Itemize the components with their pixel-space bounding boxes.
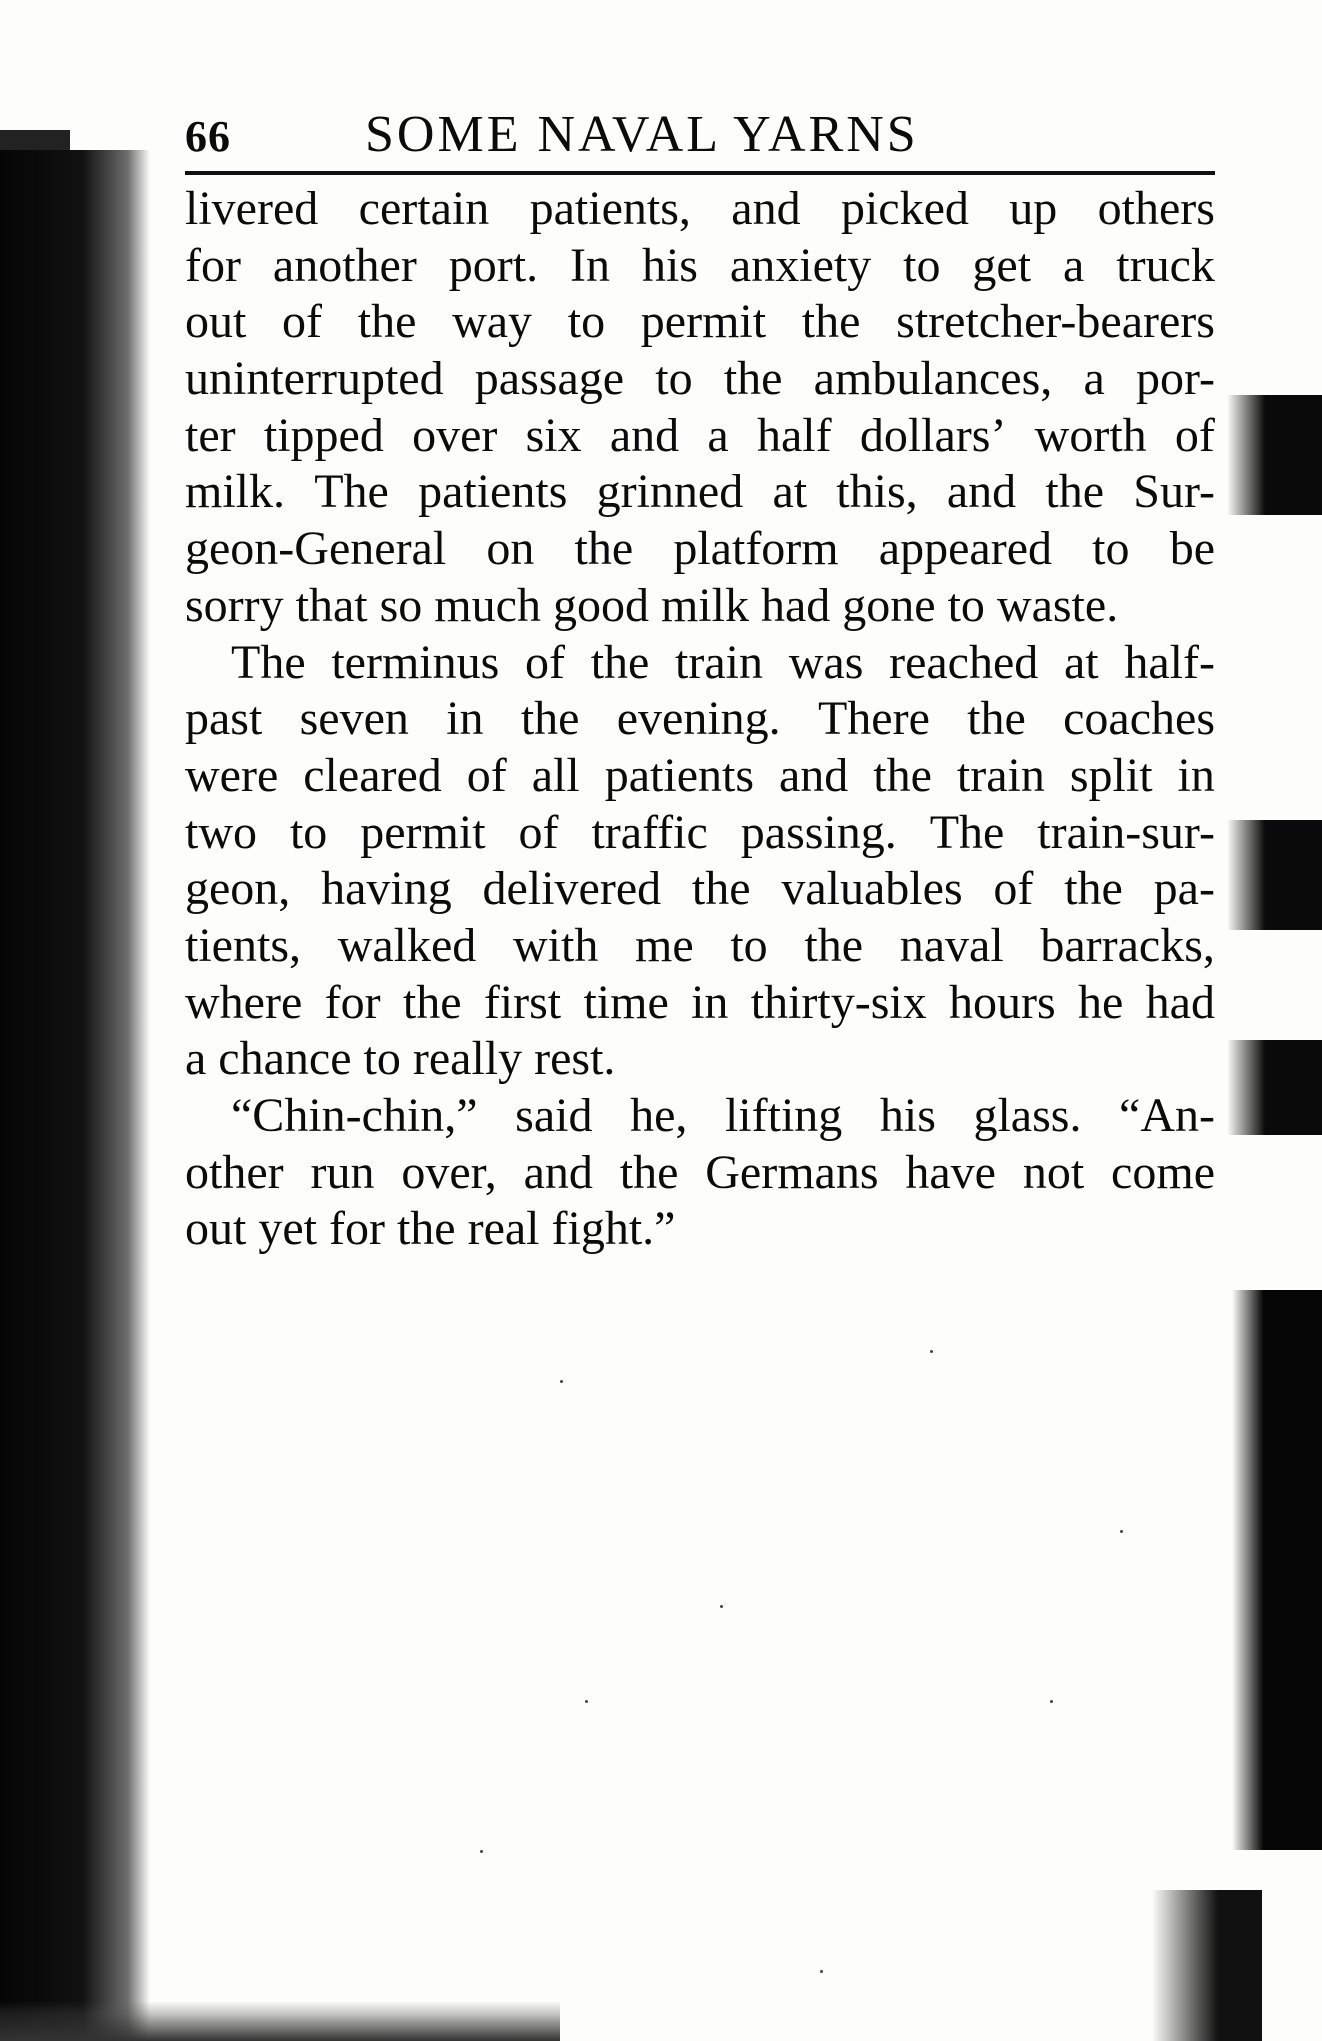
- scan-speck: [1120, 1530, 1123, 1533]
- text-line: for another port. In his anxiety to get a truck: [185, 238, 1215, 292]
- scan-speck: [480, 1850, 483, 1853]
- text-line: milk. The patients grinned at this, and the Sur-: [185, 465, 1215, 519]
- scan-speck: [720, 1605, 723, 1608]
- page-text-block: [185, 105, 1215, 1258]
- text-line: geon-General on the platform appeared to be: [185, 522, 1215, 576]
- scan-speck: [560, 1380, 563, 1383]
- text-line: “Chin-chin,” said he, lifting his glass. “An-: [231, 1089, 1215, 1142]
- page-number: 66: [185, 112, 231, 161]
- body-text: [185, 181, 1215, 1258]
- text-line: were cleared of all patients and the train split in: [185, 748, 1215, 802]
- scan-speck: [820, 1970, 823, 1973]
- scan-shadow-right: [1227, 395, 1322, 515]
- scan-shadow-right: [1232, 1290, 1322, 1850]
- scan-speck: [585, 1700, 588, 1703]
- text-line: out yet for the real fight.”: [185, 1202, 676, 1256]
- running-title: SOME NAVAL YARNS: [365, 106, 919, 163]
- scan-speck: [1050, 1700, 1053, 1703]
- text-line: sorry that so much good milk had gone to waste.: [185, 578, 1119, 632]
- text-line: past seven in the evening. There the coaches: [185, 692, 1215, 746]
- scan-shadow-right: [1227, 1040, 1322, 1135]
- text-line: livered certain patients, and picked up others: [185, 182, 1215, 235]
- scan-shadow-right: [1227, 820, 1322, 930]
- text-line: uninterrupted passage to the ambulances, a por-: [185, 352, 1215, 406]
- scan-shadow-right: [1152, 1890, 1262, 2041]
- scan-speck: [930, 1350, 933, 1353]
- text-line: The terminus of the train was reached at half-: [231, 635, 1215, 689]
- text-line: ter tipped over six and a half dollars’ worth of: [185, 408, 1215, 462]
- text-line: two to permit of traffic passing. The train-sur-: [185, 805, 1215, 859]
- running-head: [185, 105, 1215, 175]
- text-line: tients, walked with me to the naval barracks,: [185, 918, 1215, 972]
- text-line: other run over, and the Germans have not come: [185, 1145, 1215, 1199]
- text-line: where for the first time in thirty-six hours he had: [185, 975, 1215, 1029]
- scan-shadow-bottom: [0, 2001, 560, 2041]
- text-line: geon, having delivered the valuables of the pa-: [185, 862, 1215, 916]
- scan-shadow-left: [0, 150, 150, 2041]
- text-line: a chance to really rest.: [185, 1032, 616, 1086]
- text-line: out of the way to permit the stretcher-bearers: [185, 295, 1215, 349]
